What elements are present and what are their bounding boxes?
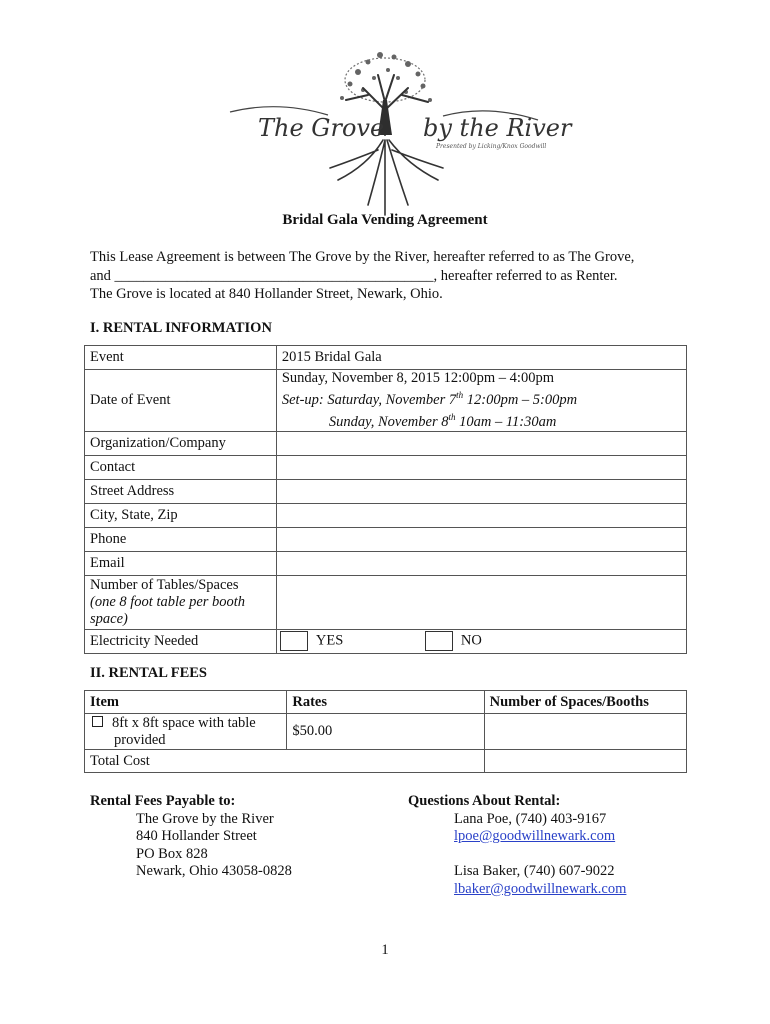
rental-fees-table (84, 690, 687, 773)
checkbox-icon (92, 716, 103, 727)
total-cost-label: Total Cost (85, 750, 485, 773)
street-label: Street Address (85, 479, 277, 503)
org-label: Organization/Company (85, 431, 277, 455)
event-value: 2015 Bridal Gala (276, 346, 686, 370)
city-field[interactable] (276, 503, 686, 527)
tables-field[interactable] (276, 575, 686, 629)
item-rate: $50.00 (287, 714, 484, 750)
intro-line-3: The Grove is located at 840 Hollander Street, Newark, Ohio. (90, 286, 443, 302)
payable-line-2: 840 Hollander Street (136, 828, 257, 844)
phone-label: Phone (85, 527, 277, 551)
email-link-1[interactable]: lpoe@goodwillnewark.com (454, 828, 616, 844)
no-label: NO (460, 631, 482, 648)
tables-note-2: space) (90, 610, 128, 627)
event-label: Event (85, 346, 277, 370)
org-field[interactable] (276, 431, 686, 455)
questions-block (408, 793, 626, 898)
date-label: Date of Event (85, 370, 277, 432)
contact-field[interactable] (276, 455, 686, 479)
spaces-field[interactable] (484, 714, 686, 750)
total-cost-field[interactable] (484, 750, 686, 773)
city-label: City, State, Zip (85, 503, 277, 527)
email-field[interactable] (276, 551, 686, 575)
logo-presented: Presented by Licking/Knox Goodwill (436, 143, 547, 150)
intro-paragraph (90, 248, 690, 304)
contact-label: Contact (85, 455, 277, 479)
yes-label: YES (315, 631, 344, 648)
payable-line-1: The Grove by the River (136, 810, 274, 827)
tree-logo-icon (218, 40, 572, 220)
item-cell (85, 714, 287, 750)
section-rental-fees-heading: II. RENTAL FEES (90, 665, 207, 681)
payable-line-3: PO Box 828 (136, 845, 208, 862)
tables-label: Number of Tables/Spaces (90, 576, 239, 593)
section-rental-info-heading: I. RENTAL INFORMATION (90, 320, 272, 336)
item-line-2: provided (114, 731, 166, 748)
col-spaces-header: Number of Spaces/Booths (484, 691, 686, 714)
date-line-3: Sunday, November 8th 10am – 11:30am (328, 411, 557, 430)
grove-logo (218, 40, 572, 220)
email-label: Email (85, 551, 277, 575)
yes-checkbox[interactable] (280, 631, 308, 651)
item-line-1: 8ft x 8ft space with table (112, 714, 256, 731)
contact-1: Lana Poe, (740) 403-9167 (454, 810, 607, 827)
document-title: Bridal Gala Vending Agreement (282, 212, 488, 228)
payable-heading: Rental Fees Payable to: (90, 793, 236, 809)
col-item-header: Item (85, 691, 287, 714)
electricity-label: Electricity Needed (85, 629, 277, 653)
payable-block (90, 793, 292, 881)
intro-line-2: and ____________________________________________, hereafter referred to as Renter. (90, 267, 618, 284)
street-field[interactable] (276, 479, 686, 503)
payable-line-4: Newark, Ohio 43058-0828 (136, 863, 292, 879)
logo-name-left: The Grove (258, 114, 385, 142)
rental-info-table (84, 345, 687, 654)
questions-heading: Questions About Rental: (408, 793, 561, 809)
intro-line-1: This Lease Agreement is between The Grove by the River, hereafter referred to as The Grove, (90, 249, 635, 265)
no-checkbox[interactable] (425, 631, 453, 651)
date-line-2: Set-up: Saturday, November 7th 12:00pm – 5:00pm (281, 390, 578, 408)
tables-note-1: (one 8 foot table per booth (90, 593, 246, 610)
contact-2: Lisa Baker, (740) 607-9022 (454, 863, 615, 879)
date-value (276, 370, 686, 432)
electricity-options (276, 629, 686, 653)
col-rates-header: Rates (287, 691, 484, 714)
page-number: 1 (381, 942, 389, 958)
date-line-1: Sunday, November 8, 2015 12:00pm – 4:00pm (281, 370, 554, 386)
logo-name-right: by the River (423, 114, 572, 142)
tables-label-cell (85, 575, 277, 629)
phone-field[interactable] (276, 527, 686, 551)
email-link-2[interactable]: lbaker@goodwillnewark.com (454, 880, 627, 897)
